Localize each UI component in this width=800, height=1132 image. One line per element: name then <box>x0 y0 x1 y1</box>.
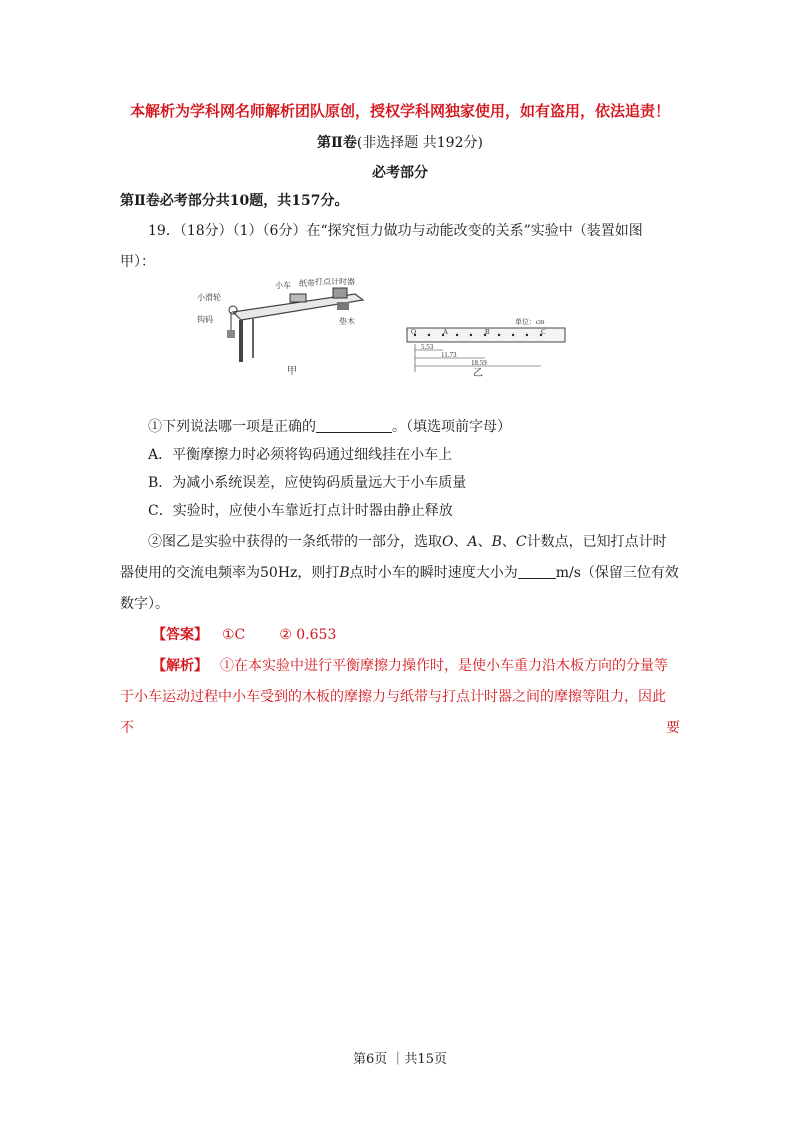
answer-line <box>152 624 336 644</box>
caption-yi: 乙 <box>473 368 483 378</box>
analysis-line-1: 【解析】 ①在本实验中进行平衡摩擦力操作时，是使小车重力沿木板方向的分量等 <box>152 658 668 674</box>
analysis-line-3-left: 不 <box>120 720 134 736</box>
section-summary: 第Ⅱ卷必考部分共10题，共157分。 <box>120 193 349 209</box>
answer-value-2: ② 0.653 <box>279 627 337 643</box>
copyright-notice: 本解析为学科网名师解析团队原创，授权学科网独家使用，如有盗用，依法追责！ <box>129 102 670 120</box>
question-2-line-3: 数字）。 <box>120 596 169 612</box>
analysis-label: 【解析】 <box>152 658 208 674</box>
analysis-line-2: 于小车运动过程中小车受到的木板的摩擦力与纸带与打点计时器之间的摩擦等阻力，因此 <box>120 689 666 705</box>
label-block: 垫木 <box>339 317 355 326</box>
tape-d1: 5.53 <box>421 343 434 351</box>
section-title: 第Ⅱ卷 <box>317 135 357 151</box>
tape-d3: 18.59 <box>471 359 487 367</box>
tape-point-c: C <box>541 328 546 336</box>
tape-d2: 11.73 <box>441 351 457 359</box>
question-line-2: 甲）： <box>120 254 155 270</box>
option-b: B．为减小系统误差，应使钩码质量远大于小车质量 <box>148 475 467 491</box>
tape-point-b: B <box>485 328 490 336</box>
analysis-line-3-right: 要 <box>666 720 680 736</box>
label-cart: 小车 <box>275 281 291 290</box>
section-header <box>0 132 800 152</box>
answer-value-1: ①C <box>222 627 246 643</box>
question-2-line-2: 器使用的交流电频率为50Hz，则打B点时小车的瞬时速度大小为 m/s（保留三位有效 <box>120 565 679 581</box>
label-pulley: 小滑轮 <box>197 293 221 302</box>
caption-jia: 甲 <box>287 366 297 377</box>
paper-tape-diagram <box>407 317 565 378</box>
question-1-prompt: ①下列说法哪一项是正确的 。（填选项前字母） <box>148 419 511 435</box>
apparatus-diagram <box>197 278 363 377</box>
answer-blank-2 <box>518 564 556 579</box>
tape-point-o: O <box>411 328 417 336</box>
option-a: A．平衡摩擦力时必须将钩码通过细线挂在小车上 <box>148 447 453 463</box>
label-timer: 打点计时器 <box>315 278 355 286</box>
experiment-figure <box>195 278 575 378</box>
answer-label: 【答案】 <box>152 627 208 643</box>
tape-point-a: A <box>443 328 449 336</box>
question-2-line-1: ②图乙是实验中获得的一条纸带的一部分，选取O、A、B、C计数点，已知打点计时 <box>148 534 667 550</box>
option-c: C．实验时，应使小车靠近打点计时器由静止释放 <box>148 503 453 519</box>
label-tape: 纸带 <box>299 279 315 288</box>
page-footer: 第6页 ｜共15页 <box>353 1052 447 1067</box>
section-note: (非选择题 共192分) <box>356 135 483 151</box>
question-line-1: 19．（18分）（1）（6分）在“探究恒力做功与动能改变的关系”实验中（装置如图 <box>148 223 643 239</box>
answer-blank-1 <box>316 418 392 433</box>
label-weight: 钩码 <box>197 315 213 324</box>
subsection-title: 必考部分 <box>372 165 428 181</box>
tape-unit: 单位：cm <box>515 318 545 326</box>
